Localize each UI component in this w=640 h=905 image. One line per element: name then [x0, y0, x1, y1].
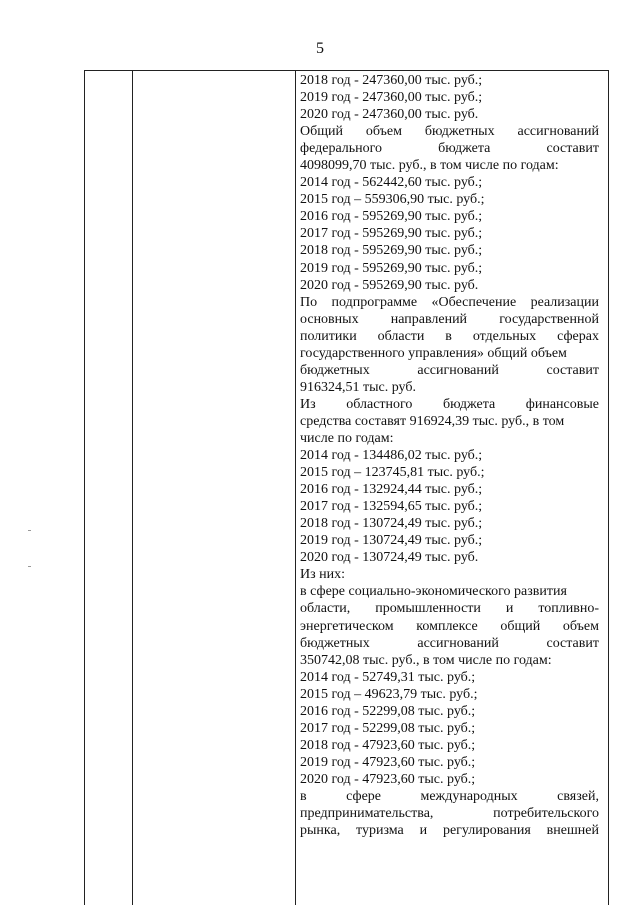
text-line [300, 618, 599, 635]
text-line [300, 174, 599, 191]
text-fragment: 2018 год - 47923,60 тыс. руб.; [300, 737, 476, 753]
text-fragment: составит [546, 141, 599, 157]
text-line [300, 379, 599, 396]
text-line [300, 242, 599, 259]
text-line [300, 396, 599, 413]
text-fragment: Из [300, 396, 316, 412]
left-margin-mark [28, 530, 31, 531]
text-fragment: государственной [499, 311, 599, 327]
text-fragment: 2018 год - 595269,90 тыс. руб.; [300, 243, 483, 259]
text-fragment: области [377, 328, 425, 344]
text-line [300, 566, 599, 583]
text-line [300, 225, 599, 242]
text-fragment: объем [562, 618, 599, 634]
text-fragment: 2017 год - 132594,65 тыс. руб.; [300, 499, 483, 515]
text-fragment: числе по годам: [300, 430, 394, 446]
text-line [300, 345, 599, 362]
text-line [300, 140, 599, 157]
text-fragment: средства составят 916924,39 тыс. руб., в том [300, 413, 565, 429]
text-fragment: 2019 год - 47923,60 тыс. руб.; [300, 754, 476, 770]
text-fragment: ассигнований [417, 635, 499, 651]
text-line [300, 481, 599, 498]
text-fragment: Из них: [300, 567, 346, 583]
text-fragment: 2019 год - 595269,90 тыс. руб.; [300, 260, 483, 276]
text-fragment: 2020 год - 595269,90 тыс. руб. [300, 277, 479, 293]
text-line [300, 328, 599, 345]
text-line [300, 754, 599, 771]
text-fragment: 2015 год – 559306,90 тыс. руб.; [300, 192, 485, 208]
text-fragment: 2020 год - 130724,49 тыс. руб. [300, 550, 479, 566]
text-fragment: предпринимательства, [300, 806, 434, 822]
left-margin-mark [28, 566, 31, 567]
text-fragment: внешней [546, 823, 599, 839]
text-fragment: ассигнований [517, 124, 599, 140]
text-fragment: 2017 год - 52299,08 тыс. руб.; [300, 720, 476, 736]
table-column-divider-2 [295, 71, 296, 905]
text-line [300, 277, 599, 294]
text-fragment: 2019 год - 130724,49 тыс. руб.; [300, 533, 483, 549]
text-fragment: регулирования [442, 823, 531, 839]
text-fragment: 2014 год - 134486,02 тыс. руб.; [300, 448, 483, 464]
text-fragment: сфере [346, 788, 381, 804]
text-fragment: потребительского [493, 806, 599, 822]
text-fragment: 2020 год - 47923,60 тыс. руб.; [300, 771, 476, 787]
text-line [300, 464, 599, 481]
text-fragment: 2020 год - 247360,00 тыс. руб. [300, 107, 479, 123]
text-fragment: федерального [300, 141, 383, 157]
text-fragment: промышленности [375, 601, 481, 617]
text-fragment: подпрограмме [331, 294, 418, 310]
text-line [300, 583, 599, 600]
text-fragment: ассигнований [417, 362, 499, 378]
text-fragment: составит [546, 635, 599, 651]
text-fragment: в [300, 788, 307, 804]
text-fragment: объем [365, 124, 402, 140]
text-fragment: 2018 год - 130724,49 тыс. руб.; [300, 516, 483, 532]
text-fragment: 2014 год - 562442,60 тыс. руб.; [300, 175, 483, 191]
text-line [300, 191, 599, 208]
text-fragment: реализации [530, 294, 599, 310]
text-fragment: 916324,51 тыс. руб. [300, 379, 416, 395]
text-line [300, 822, 599, 839]
text-line [300, 515, 599, 532]
text-line [300, 720, 599, 737]
text-fragment: основных [300, 311, 359, 327]
text-fragment: 350742,08 тыс. руб., в том числе по годам: [300, 652, 552, 668]
text-fragment: 2016 год - 52299,08 тыс. руб.; [300, 703, 476, 719]
table-column-divider-1 [132, 71, 133, 905]
text-line [300, 498, 599, 515]
text-line [300, 737, 599, 754]
text-fragment: комплексе [416, 618, 478, 634]
text-fragment: международных [420, 788, 518, 804]
text-fragment: областного [346, 396, 413, 412]
text-fragment: области, [300, 601, 351, 617]
text-line [300, 635, 599, 652]
text-fragment: общий [500, 618, 541, 634]
text-line [300, 311, 599, 328]
text-fragment: в [445, 328, 452, 344]
funding-text-cell [300, 72, 599, 839]
text-fragment: 2015 год – 49623,79 тыс. руб.; [300, 686, 478, 702]
text-line [300, 89, 599, 106]
text-fragment: бюджета [443, 396, 496, 412]
text-fragment: 2014 год - 52749,31 тыс. руб.; [300, 669, 476, 685]
text-fragment: 2018 год - 247360,00 тыс. руб.; [300, 73, 483, 88]
text-fragment: Общий [300, 124, 343, 140]
text-fragment: бюджета [438, 141, 491, 157]
text-fragment: связей, [557, 788, 599, 804]
text-fragment: направлений [390, 311, 468, 327]
text-fragment: и [419, 823, 428, 839]
text-line [300, 532, 599, 549]
text-line [300, 600, 599, 617]
text-line [300, 362, 599, 379]
text-fragment: «Обеспечение [431, 294, 517, 310]
text-fragment: топливно- [538, 601, 599, 617]
text-line [300, 549, 599, 566]
text-fragment: энергетическом [300, 618, 394, 634]
text-fragment: государственного управления» общий объем [300, 345, 567, 361]
text-fragment: сферах [557, 328, 599, 344]
text-fragment: финансовые [525, 396, 599, 412]
text-line [300, 294, 599, 311]
text-line [300, 413, 599, 430]
text-fragment: и [505, 601, 514, 617]
text-fragment: 2016 год - 132924,44 тыс. руб.; [300, 482, 483, 498]
text-line [300, 805, 599, 822]
text-line [300, 669, 599, 686]
text-fragment: 2017 год - 595269,90 тыс. руб.; [300, 226, 483, 242]
text-line [300, 260, 599, 277]
text-fragment: 4098099,70 тыс. руб., в том числе по годам: [300, 158, 559, 174]
text-line [300, 157, 599, 174]
text-fragment: 2015 год – 123745,81 тыс. руб.; [300, 465, 485, 481]
text-fragment: По [300, 294, 318, 310]
text-line [300, 652, 599, 669]
text-fragment: бюджетных [300, 635, 370, 651]
text-line [300, 788, 599, 805]
text-fragment: 2016 год - 595269,90 тыс. руб.; [300, 209, 483, 225]
text-line [300, 686, 599, 703]
text-fragment: в сфере социально-экономического развития [300, 584, 567, 600]
text-line [300, 208, 599, 225]
text-line [300, 771, 599, 788]
page-number: 5 [316, 40, 324, 57]
text-fragment: отдельных [472, 328, 537, 344]
text-fragment: составит [546, 362, 599, 378]
text-line [300, 72, 599, 89]
text-fragment: политики [300, 328, 357, 344]
text-line [300, 106, 599, 123]
text-fragment: рынка, [300, 823, 341, 839]
text-line [300, 447, 599, 464]
text-fragment: туризма [356, 823, 404, 839]
text-line [300, 123, 599, 140]
text-line [300, 703, 599, 720]
text-line [300, 430, 599, 447]
text-fragment: 2019 год - 247360,00 тыс. руб.; [300, 90, 483, 106]
text-fragment: бюджетных [424, 124, 495, 140]
text-fragment: бюджетных [300, 362, 370, 378]
